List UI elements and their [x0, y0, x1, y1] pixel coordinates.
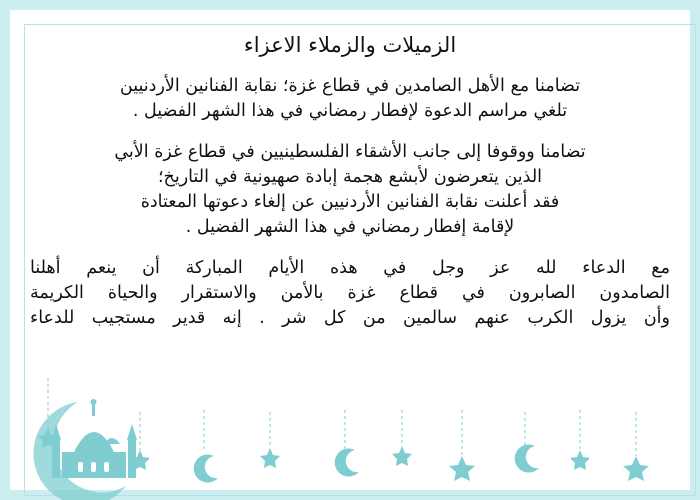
- paragraph-1: [30, 74, 670, 124]
- text-line: فقد أعلنت نقابة الفنانين الأردنيين عن إلغاء دعوتها المعتادة: [140, 192, 560, 212]
- text-line: تلغي مراسم الدعوة لإفطار رمضاني في هذا الشهر الفضيل .: [132, 101, 568, 121]
- text-line: الصامدون الصابرون في قطاع غزة بالأمن والاستقرار والحياة الكريمة: [30, 283, 670, 303]
- text-line: تضامنا ووقوفا إلى جانب الأشقاء الفلسطينيين في قطاع غزة الأبي: [114, 142, 586, 162]
- text-line: لإقامة إفطار رمضاني في هذا الشهر الفضيل .: [185, 217, 515, 237]
- paragraph-3: [30, 256, 670, 331]
- document-title: الزميلات والزملاء الاعزاء: [243, 33, 457, 57]
- document-body: [30, 24, 670, 347]
- paragraph-2: [30, 140, 670, 240]
- text-line: الذين يتعرضون لأبشع هجمة إبادة صهيونية في التاريخ؛: [157, 167, 543, 187]
- text-line: تضامنا مع الأهل الصامدين في قطاع غزة؛ نقابة الفنانين الأردنيين: [119, 76, 581, 96]
- text-line: وأن يزول الكرب عنهم سالمين من كل شر . إنه قدير مستجيب للدعاء: [30, 308, 670, 328]
- text-line: مع الدعاء لله عز وجل في هذه الأيام المباركة أن ينعم أهلنا: [30, 258, 670, 278]
